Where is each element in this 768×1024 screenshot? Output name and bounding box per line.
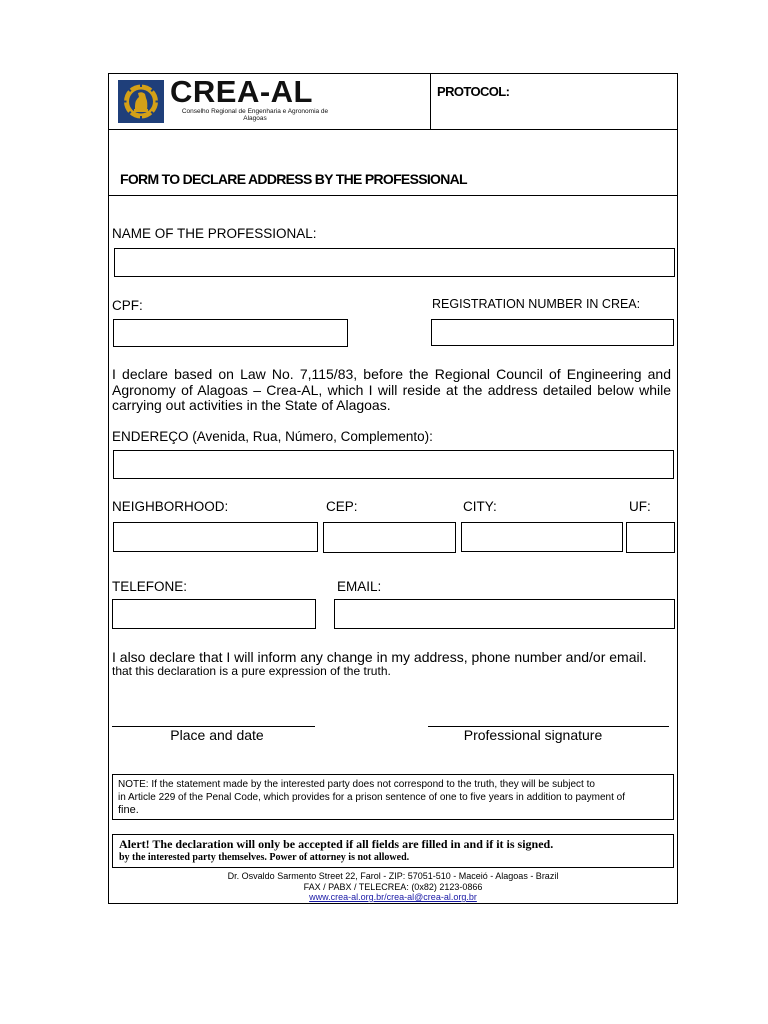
email-label: EMAIL: <box>337 579 382 594</box>
email-field[interactable] <box>334 599 675 629</box>
logo-subtitle: Conselho Regional de Engenharia e Agronomia de Alagoas <box>181 108 329 122</box>
registration-label: REGISTRATION NUMBER IN CREA: <box>432 297 641 311</box>
city-field[interactable] <box>461 522 623 552</box>
note-line-3: fine. <box>118 804 139 816</box>
neighborhood-field[interactable] <box>113 522 318 552</box>
declaration-change-text: I also declare that I will inform any change in my address, phone number and/or email. <box>112 649 647 665</box>
note-text <box>118 778 668 817</box>
name-field[interactable] <box>114 248 675 277</box>
declaration-truth-text: that this declaration is a pure expression of the truth. <box>112 664 391 678</box>
phone-label: TELEFONE: <box>112 579 188 594</box>
declaration-paragraph: I declare based on Law No. 7,115/83, before the Regional Council of Engineering and Agronomy of Alagoas – Crea-AL, which I will reside at the address detailed below while carrying out activities in the State of Alagoas. <box>112 366 671 413</box>
city-label: CITY: <box>463 499 497 514</box>
footer-links[interactable]: www.crea-al.org.br/crea-al@crea-al.org.br <box>309 892 477 902</box>
cpf-field[interactable] <box>113 319 348 347</box>
footer-phone: FAX / PABX / TELECREA: (0x82) 2123-0866 <box>303 882 483 892</box>
uf-field[interactable] <box>626 522 675 553</box>
address-field[interactable] <box>113 450 674 479</box>
protocol-label: PROTOCOL: <box>437 84 510 99</box>
neighborhood-label: NEIGHBORHOOD: <box>112 499 229 514</box>
header-divider <box>108 129 678 130</box>
protocol-divider <box>430 73 431 129</box>
phone-field[interactable] <box>112 599 316 629</box>
cpf-label: CPF: <box>112 298 143 313</box>
name-label: NAME OF THE PROFESSIONAL: <box>112 226 317 241</box>
logo-wordmark: CREA-AL <box>170 74 313 109</box>
footer-address: Dr. Osvaldo Sarmento Street 22, Farol - ZIP: 57051-510 - Maceió - Alagoas - Brazil <box>227 871 559 881</box>
place-date-label: Place and date <box>170 727 264 743</box>
note-line-1: NOTE: If the statement made by the interested party does not correspond to the truth, they will be subject to <box>118 779 595 790</box>
cep-label: CEP: <box>326 499 358 514</box>
note-line-2: in Article 229 of the Penal Code, which provides for a prison sentence of one to five years in addition to payment of <box>118 792 625 803</box>
address-label: ENDEREÇO (Avenida, Rua, Número, Complemento): <box>112 429 433 444</box>
form-title: FORM TO DECLARE ADDRESS BY THE PROFESSIONAL <box>120 171 467 187</box>
footer-links-row <box>108 892 678 902</box>
title-divider <box>108 195 678 196</box>
uf-label: UF: <box>629 499 651 514</box>
alert-line-1: Alert! The declaration will only be accepted if all fields are filled in and if it is signed. <box>119 837 554 851</box>
cep-field[interactable] <box>323 522 456 553</box>
signature-label: Professional signature <box>463 727 603 743</box>
alert-line-2: by the interested party themselves. Power of attorney is not allowed. <box>119 852 410 863</box>
registration-field[interactable] <box>431 319 674 346</box>
crea-logo-emblem <box>118 80 164 123</box>
